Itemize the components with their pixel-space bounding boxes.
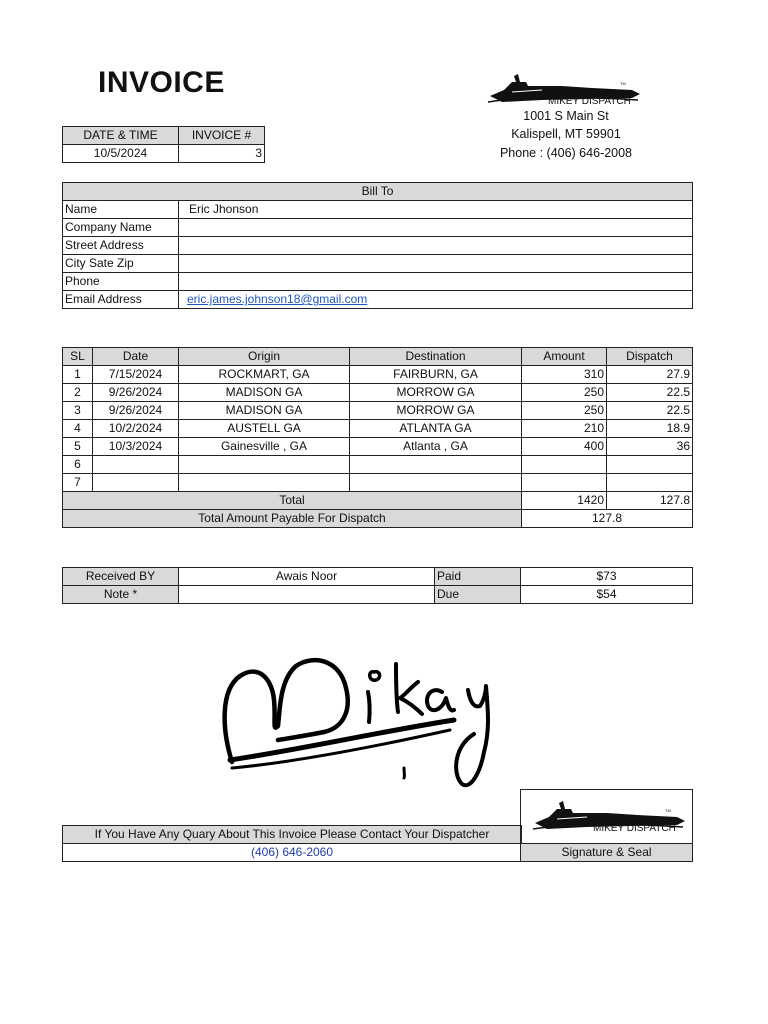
cell-sl: 1 — [63, 366, 93, 384]
table-row — [63, 366, 693, 384]
cell-origin — [179, 456, 350, 474]
column-header-sl: SL — [63, 348, 93, 366]
payable-value: 127.8 — [522, 510, 693, 528]
bill-to-city-value — [179, 255, 693, 273]
cell-amount: 310 — [522, 366, 607, 384]
cell-amount: 250 — [522, 402, 607, 420]
total-label: Total — [63, 492, 522, 510]
cell-amount — [522, 456, 607, 474]
cell-destination: Atlanta , GA — [350, 438, 522, 456]
table-row — [63, 420, 693, 438]
table-row — [63, 438, 693, 456]
cell-dispatch — [607, 474, 693, 492]
payable-label: Total Amount Payable For Dispatch — [63, 510, 522, 528]
cell-date — [93, 456, 179, 474]
paid-label: Paid — [435, 568, 521, 586]
column-header-origin: Origin — [179, 348, 350, 366]
cell-amount — [522, 474, 607, 492]
cell-date: 7/15/2024 — [93, 366, 179, 384]
cell-destination — [350, 456, 522, 474]
cell-sl: 4 — [63, 420, 93, 438]
date-time-value: 10/5/2024 — [63, 145, 179, 163]
table-row — [63, 384, 693, 402]
date-time-header: DATE & TIME — [63, 127, 179, 145]
cell-sl: 2 — [63, 384, 93, 402]
cell-dispatch: 36 — [607, 438, 693, 456]
bill-to-street-value — [179, 237, 693, 255]
cell-amount: 400 — [522, 438, 607, 456]
cell-destination: MORROW GA — [350, 402, 522, 420]
cell-origin: MADISON GA — [179, 384, 350, 402]
contact-table — [62, 825, 522, 862]
company-logo — [482, 68, 644, 112]
cell-destination — [350, 474, 522, 492]
payment-table — [62, 567, 693, 604]
cell-date: 9/26/2024 — [93, 384, 179, 402]
table-row — [63, 402, 693, 420]
cell-origin: AUSTELL GA — [179, 420, 350, 438]
seal-logo-text: MIKEY DISPATCH — [593, 823, 676, 834]
cell-date: 10/3/2024 — [93, 438, 179, 456]
logo-tm: TM — [620, 81, 626, 86]
column-header-amount: Amount — [522, 348, 607, 366]
due-value: $54 — [521, 586, 693, 604]
column-header-destination: Destination — [350, 348, 522, 366]
table-row — [63, 456, 693, 474]
cell-origin: Gainesville , GA — [179, 438, 350, 456]
signature-seal-label: Signature & Seal — [521, 844, 693, 862]
cell-dispatch: 27.9 — [607, 366, 693, 384]
email-link[interactable]: eric.james.johnson18@gmail.com — [187, 292, 368, 306]
seal-logo — [527, 795, 689, 839]
bill-to-label: Phone — [63, 273, 179, 291]
cell-sl: 3 — [63, 402, 93, 420]
contact-phone[interactable]: (406) 646-2060 — [250, 845, 334, 859]
invoice-title: INVOICE — [98, 66, 225, 99]
cell-sl: 5 — [63, 438, 93, 456]
bill-to-label: Email Address — [63, 291, 179, 309]
bill-to-label: City Sate Zip — [63, 255, 179, 273]
column-header-dispatch: Dispatch — [607, 348, 693, 366]
paid-value: $73 — [521, 568, 693, 586]
signature-label-table — [520, 843, 693, 862]
cell-date: 9/26/2024 — [93, 402, 179, 420]
table-row — [63, 474, 693, 492]
seal-box — [520, 789, 693, 844]
cell-destination: MORROW GA — [350, 384, 522, 402]
invoice-number-header: INVOICE # — [179, 127, 265, 145]
bill-to-label: Street Address — [63, 237, 179, 255]
cell-amount: 250 — [522, 384, 607, 402]
note-value — [179, 586, 435, 604]
cell-origin — [179, 474, 350, 492]
cell-dispatch: 18.9 — [607, 420, 693, 438]
loads-table — [62, 347, 693, 528]
cell-date: 10/2/2024 — [93, 420, 179, 438]
invoice-meta-table — [62, 126, 265, 163]
company-city: Kalispell, MT 59901 — [511, 127, 621, 141]
cell-destination: FAIRBURN, GA — [350, 366, 522, 384]
bill-to-header: Bill To — [63, 183, 693, 201]
cell-amount: 210 — [522, 420, 607, 438]
bill-to-company-value — [179, 219, 693, 237]
cell-dispatch: 22.5 — [607, 402, 693, 420]
note-label: Note * — [63, 586, 179, 604]
cell-date — [93, 474, 179, 492]
cell-destination: ATLANTA GA — [350, 420, 522, 438]
received-by-value: Awais Noor — [179, 568, 435, 586]
contact-text: If You Have Any Quary About This Invoice Please Contact Your Dispatcher — [63, 826, 522, 844]
company-phone: Phone : (406) 646-2008 — [499, 146, 633, 160]
cell-origin: ROCKMART, GA — [179, 366, 350, 384]
signature — [218, 650, 508, 795]
bill-to-table — [62, 182, 693, 309]
cell-dispatch: 22.5 — [607, 384, 693, 402]
bill-to-name-value: Eric Jhonson — [179, 201, 693, 219]
cell-dispatch — [607, 456, 693, 474]
cell-origin: MADISON GA — [179, 402, 350, 420]
invoice-number-value: 3 — [179, 145, 265, 163]
cell-sl: 6 — [63, 456, 93, 474]
logo-text: MIKEY DISPATCH — [548, 96, 631, 107]
total-dispatch: 127.8 — [607, 492, 693, 510]
column-header-date: Date — [93, 348, 179, 366]
cell-sl: 7 — [63, 474, 93, 492]
total-amount: 1420 — [522, 492, 607, 510]
bill-to-label: Company Name — [63, 219, 179, 237]
seal-logo-tm: TM — [665, 808, 671, 813]
bill-to-phone-value — [179, 273, 693, 291]
company-address: 1001 S Main St — [523, 109, 609, 123]
received-by-label: Received BY — [63, 568, 179, 586]
signature-text: Mikey — [218, 650, 221, 651]
due-label: Due — [435, 586, 521, 604]
bill-to-label: Name — [63, 201, 179, 219]
